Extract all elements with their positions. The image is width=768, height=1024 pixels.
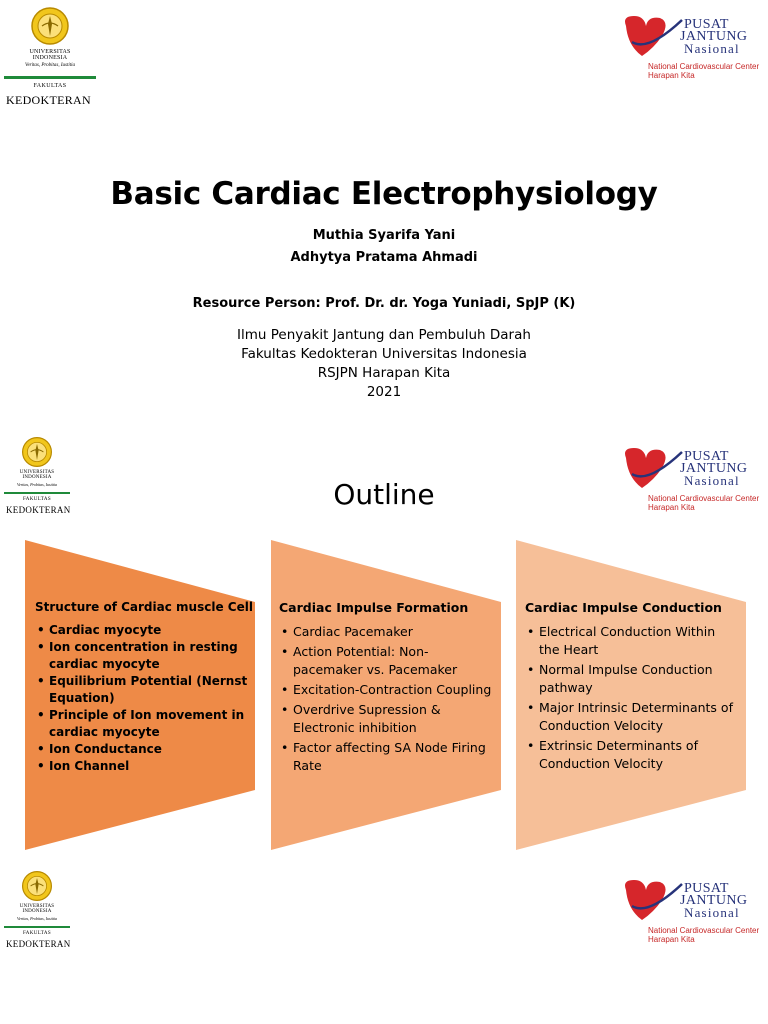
list-item: • Principle of Ion movement in cardiac myocyte <box>35 707 249 741</box>
list-item: • Normal Impulse Conduction pathway <box>525 661 739 697</box>
pjn-logo <box>618 12 768 82</box>
institution-year: 2021 <box>366 384 402 400</box>
green-divider <box>4 926 70 928</box>
university-name-line1: UNIVERSITAS <box>29 49 71 55</box>
list-item: • Cardiac myocyte <box>35 622 249 639</box>
green-divider <box>4 76 96 79</box>
pjn-english-line1: National Cardiovascular Center <box>648 62 760 71</box>
pjn-line2: JANTUNG <box>680 461 748 476</box>
pjn-logo <box>618 876 768 946</box>
list-item: • Ion concentration in resting cardiac myocyte <box>35 639 249 673</box>
university-name-line2: INDONESIA <box>32 55 68 61</box>
institution-line: RSJPN Harapan Kita <box>317 365 451 381</box>
box-heading: Structure of Cardiac muscle Cell <box>35 600 253 614</box>
pjn-line1: PUSAT <box>684 449 729 464</box>
outline-box-structure <box>25 540 255 850</box>
pjn-line3: Nasional <box>684 41 740 56</box>
pjn-line3: Nasional <box>684 473 740 488</box>
pjn-line3: Nasional <box>684 905 740 920</box>
heart-logo-icon <box>618 12 688 62</box>
pjn-english-line2: Harapan Kita <box>648 935 695 944</box>
ui-logo <box>4 6 96 108</box>
box-heading: Cardiac Impulse Formation <box>279 600 469 615</box>
box-content <box>525 600 739 775</box>
faculty-label: FAKULTAS <box>22 931 52 936</box>
outline-title: Outline <box>333 478 435 511</box>
faculty-label: FAKULTAS <box>22 497 52 502</box>
faculty-name: KEDOKTERAN <box>6 505 71 515</box>
resource-person: Resource Person: Prof. Dr. dr. Yoga Yuniadi, SpJP (K) <box>192 296 576 311</box>
author-name: Adhytya Pratama Ahmadi <box>290 250 478 265</box>
list-item: • Ion Conductance <box>35 741 249 758</box>
heart-logo-icon <box>618 876 688 926</box>
box-item-list <box>35 622 249 775</box>
university-name-line2: INDONESIA <box>22 475 52 480</box>
university-name-line1: UNIVERSITAS <box>19 470 55 475</box>
pjn-english-line1: National Cardiovascular Center <box>648 494 760 503</box>
author-name: Muthia Syarifa Yani <box>312 228 456 243</box>
university-motto: Veritas, Probitas, Iustitia <box>16 916 58 921</box>
faculty-name: KEDOKTERAN <box>6 93 91 107</box>
ui-seal-icon <box>21 436 53 468</box>
pjn-line1: PUSAT <box>684 17 729 32</box>
institution-line: Ilmu Penyakit Jantung dan Pembuluh Darah <box>237 327 531 343</box>
faculty-label: FAKULTAS <box>33 83 67 89</box>
pjn-english-line1: National Cardiovascular Center <box>648 926 760 935</box>
list-item: • Major Intrinsic Determinants of Conduction Velocity <box>525 699 739 735</box>
university-name-line2: INDONESIA <box>22 909 52 914</box>
university-motto: Veritas, Probitas, Iustitia <box>24 63 76 68</box>
box-content <box>35 600 253 775</box>
ui-logo <box>4 870 70 949</box>
pjn-line2: JANTUNG <box>680 893 748 908</box>
box-heading: Cardiac Impulse Conduction <box>525 600 722 615</box>
university-name-line1: UNIVERSITAS <box>19 904 55 909</box>
box-item-list <box>279 623 493 775</box>
faculty-name: KEDOKTERAN <box>6 939 71 949</box>
pjn-english-line2: Harapan Kita <box>648 503 695 512</box>
list-item: • Extrinsic Determinants of Conduction Velocity <box>525 737 739 773</box>
list-item: • Overdrive Supression & Electronic inhibition <box>279 701 493 737</box>
pjn-english-line2: Harapan Kita <box>648 71 695 80</box>
outline-box-formation <box>271 540 501 850</box>
box-content <box>279 600 493 777</box>
list-item: • Equilibrium Potential (Nernst Equation) <box>35 673 249 707</box>
ui-seal-icon <box>21 870 53 902</box>
list-item: • Electrical Conduction Within the Heart <box>525 623 739 659</box>
list-item: • Factor affecting SA Node Firing Rate <box>279 739 493 775</box>
university-motto: Veritas, Probitas, Iustitia <box>16 482 58 487</box>
ui-seal-icon <box>30 6 70 46</box>
box-item-list <box>525 623 739 773</box>
institution-line: Fakultas Kedokteran Universitas Indonesia <box>241 346 527 362</box>
presentation-title: Basic Cardiac Electrophysiology <box>110 176 658 212</box>
list-item: • Ion Channel <box>35 758 249 775</box>
list-item: • Excitation-Contraction Coupling <box>279 681 493 699</box>
list-item: • Cardiac Pacemaker <box>279 623 493 641</box>
pjn-line2: JANTUNG <box>680 29 748 44</box>
pjn-line1: PUSAT <box>684 881 729 896</box>
outline-box-conduction <box>516 540 746 850</box>
list-item: • Action Potential: Non-pacemaker vs. Pacemaker <box>279 643 493 679</box>
